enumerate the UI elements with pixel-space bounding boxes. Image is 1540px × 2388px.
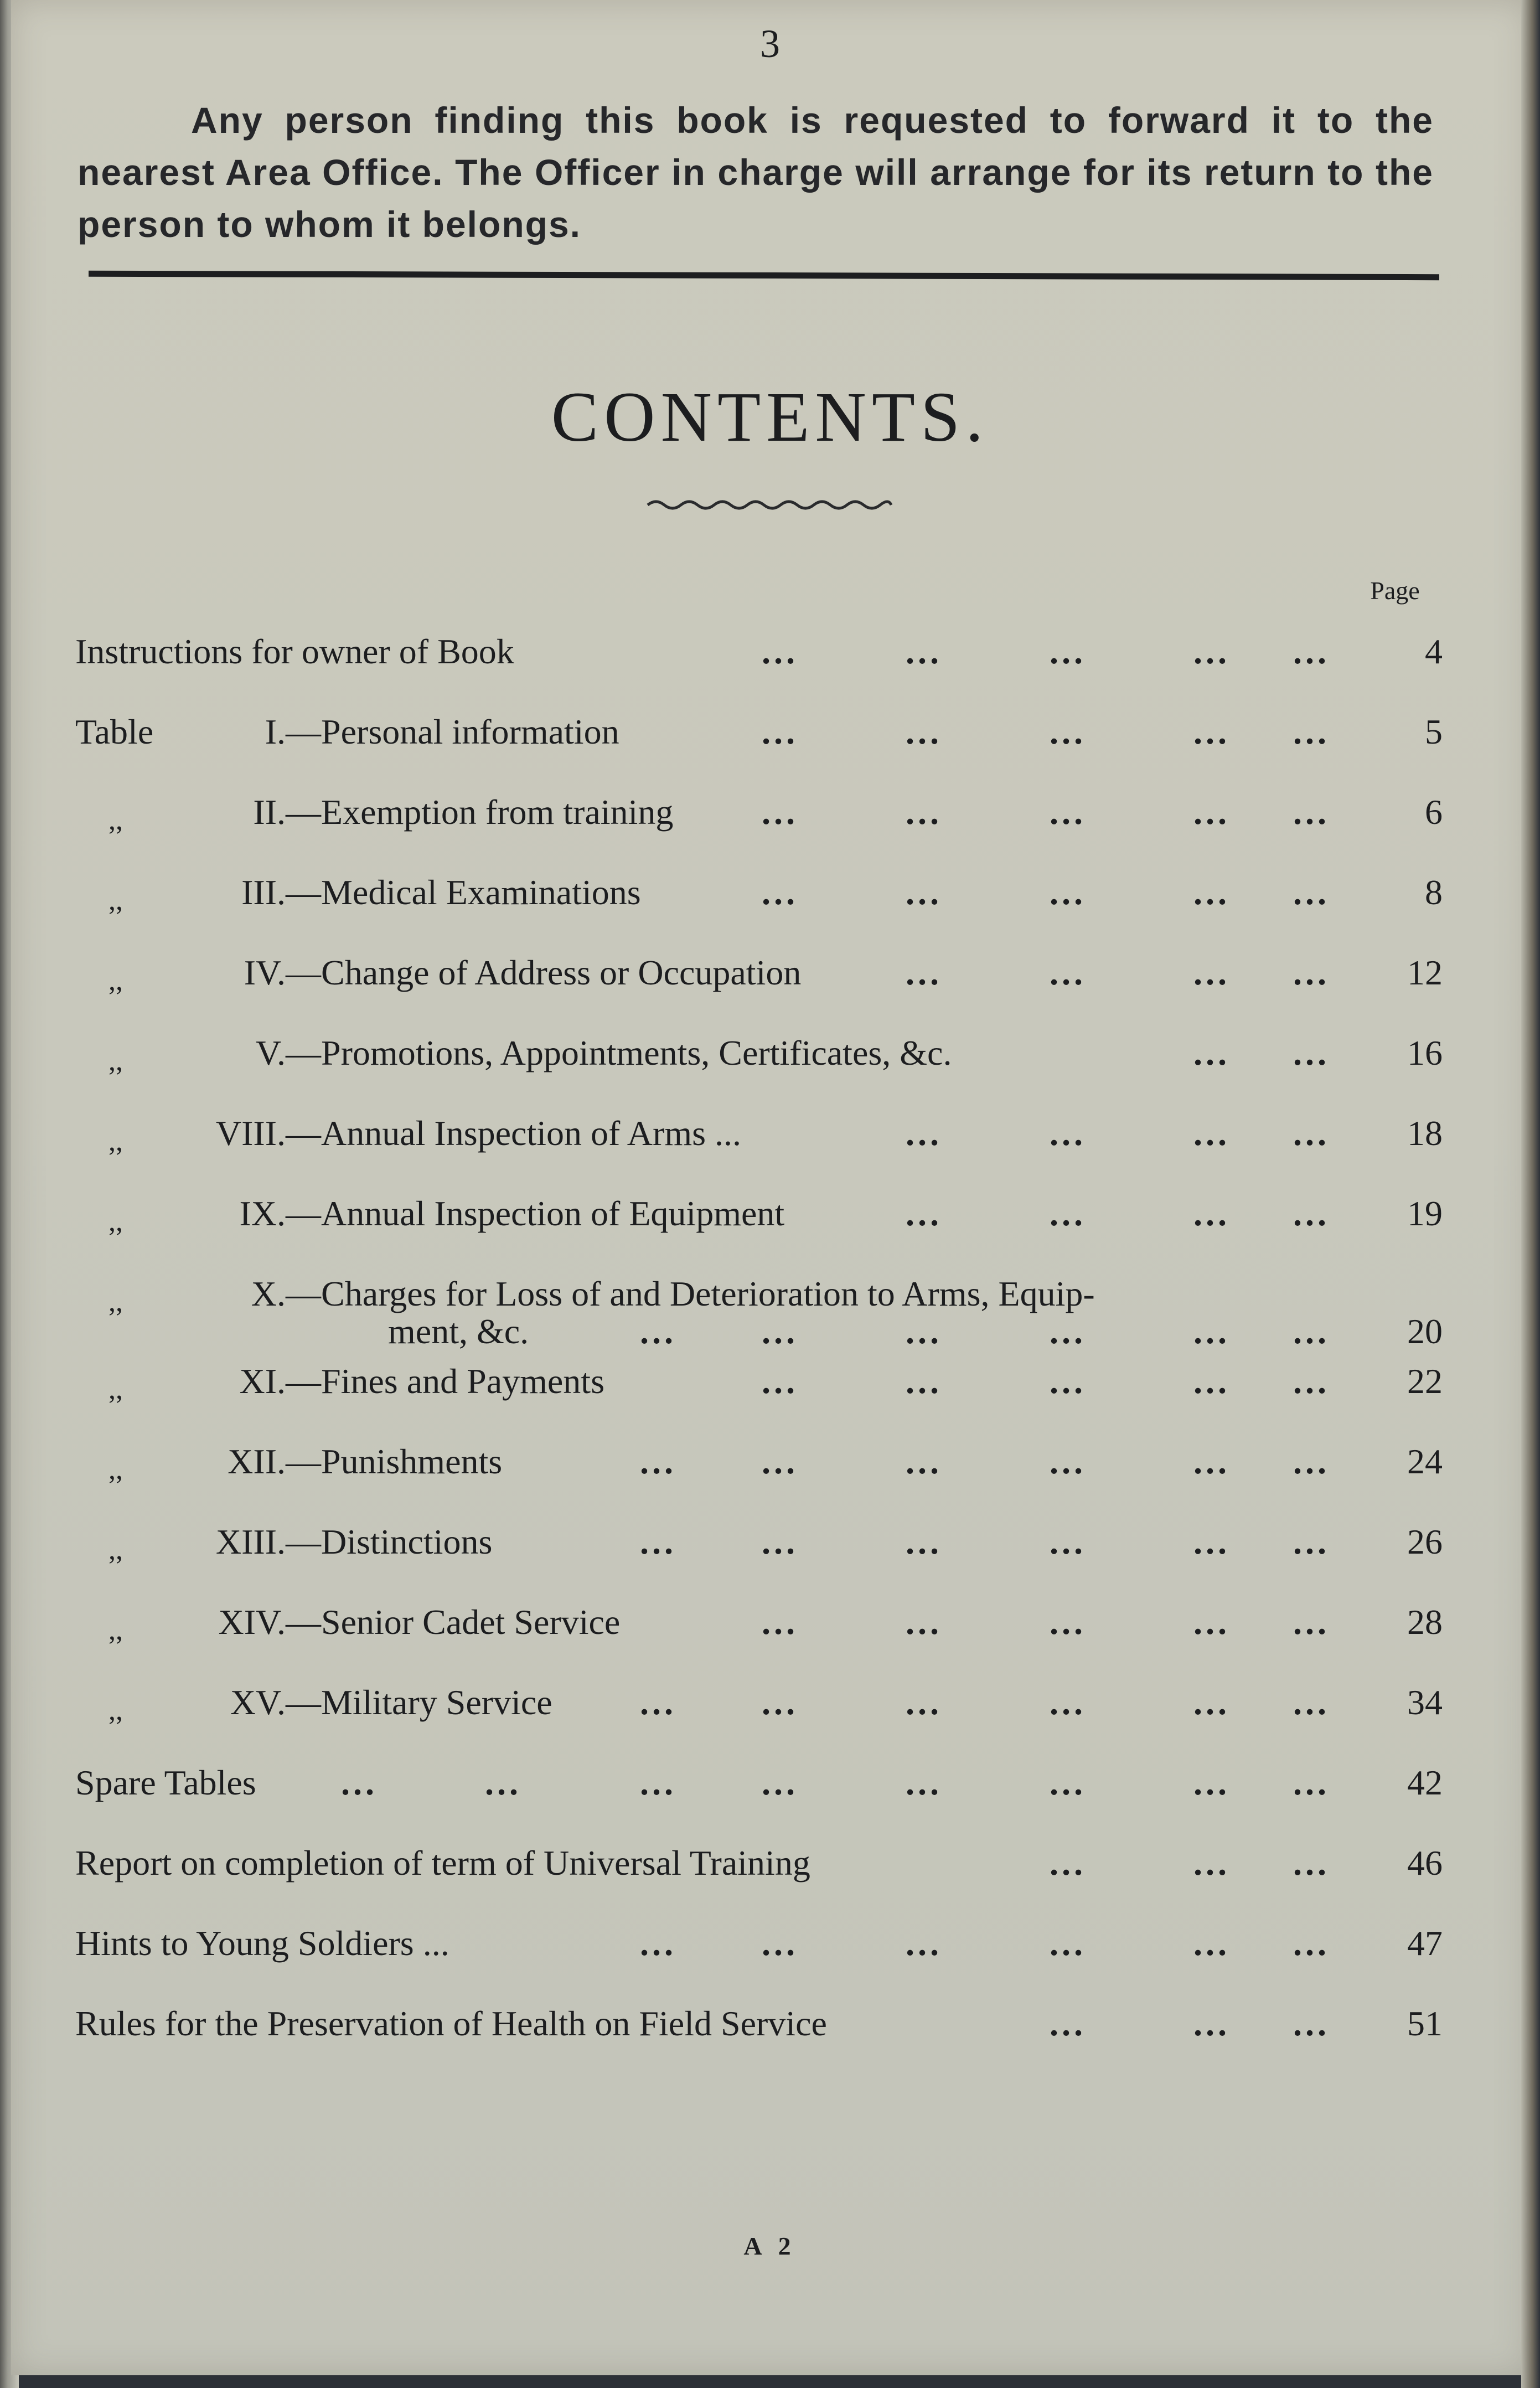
table-number: XIII. <box>215 1522 286 1561</box>
signature-mark: A 2 <box>743 2232 797 2260</box>
table-number: I. <box>265 712 286 751</box>
return-notice: Any person finding this book is requested to forward it to the nearest Area Office. The Officer in charge will arrange for its return to the person to whom it belongs. <box>77 100 1434 245</box>
ditto-mark: ,, <box>108 1695 123 1726</box>
page-ref: 51 <box>1407 2004 1443 2043</box>
contents-entry <box>75 1682 1443 1762</box>
contents-entry <box>75 1361 1443 1441</box>
leader-dots: ... ... ... <box>1050 2004 1330 2043</box>
page-ref: 5 <box>1425 712 1443 751</box>
leader-dots: ... ... ... ... <box>906 1113 1330 1153</box>
ditto-mark: ,, <box>108 885 123 916</box>
entry-title: —Fines and Payments <box>286 1361 604 1401</box>
ditto-mark: ,, <box>108 1045 123 1077</box>
leader-dots: ... ... ... ... ... <box>762 1602 1330 1642</box>
entry-title: —Senior Cadet Service <box>286 1602 621 1642</box>
entry-title: Hints to Young Soldiers ... <box>75 1923 449 1963</box>
contents-entry <box>75 711 1443 792</box>
leader-dots: ... ... ... ... ... <box>762 632 1330 671</box>
leader-dots: ... ... ... ... <box>906 953 1330 992</box>
page-ref: 26 <box>1407 1522 1443 1561</box>
contents-entry <box>75 1923 1443 2003</box>
entry-title: —Personal information <box>286 712 619 751</box>
entry-title: —Annual Inspection of Equipment <box>286 1194 785 1233</box>
table-number: IV. <box>244 953 286 992</box>
contents-entry <box>75 1113 1443 1193</box>
leader-dots: ... ... <box>1193 1033 1330 1072</box>
page-ref: 6 <box>1425 792 1443 832</box>
leader-dots: ... ... ... ... ... <box>762 1361 1330 1401</box>
contents-entry <box>75 1521 1443 1602</box>
contents-entry <box>75 952 1443 1033</box>
page-ref: 34 <box>1407 1683 1443 1722</box>
entry-title: —Change of Address or Occupation <box>286 953 802 992</box>
leader-dots: ... ... ... ... ... ... <box>640 1522 1330 1561</box>
page-ref: 12 <box>1407 953 1443 992</box>
contents-entry <box>75 631 1443 711</box>
ditto-mark: ,, <box>108 1615 123 1646</box>
leader-dots: ... ... ... ... ... ... ... ... <box>341 1763 1330 1802</box>
entry-title: —Exemption from training <box>286 792 674 832</box>
contents-entry <box>75 1441 1443 1521</box>
entry-title: —Charges for Loss of and Deterioration to Arms, Equip- <box>286 1274 1095 1313</box>
table-number: II. <box>253 792 286 832</box>
leader-dots: ... ... ... ... ... ... <box>640 1312 1330 1351</box>
page-ref: 24 <box>1407 1442 1443 1481</box>
table-number: XIV. <box>218 1602 286 1642</box>
page-ref: 16 <box>1407 1033 1443 1072</box>
ditto-mark: ,, <box>108 1286 123 1318</box>
ditto-mark: ,, <box>108 1206 123 1237</box>
ditto-mark: ,, <box>108 1374 123 1405</box>
leader-dots: ... ... ... ... ... <box>762 712 1330 751</box>
table-number: VIII. <box>215 1113 286 1153</box>
entry-title: —Annual Inspection of Arms ... <box>286 1113 741 1153</box>
contents-entry <box>75 1762 1443 1843</box>
table-number: XV. <box>230 1683 286 1722</box>
entry-title: Report on completion of term of Universal Training <box>75 1843 810 1882</box>
contents-entry <box>75 2003 1443 2083</box>
entry-title: —Promotions, Appointments, Certificates, &c. <box>286 1033 952 1072</box>
entry-title: —Punishments <box>286 1442 503 1481</box>
page-ref: 42 <box>1407 1763 1443 1802</box>
contents-title: CONTENTS. <box>551 378 989 456</box>
ditto-mark: ,, <box>108 804 123 836</box>
page-ref: 20 <box>1407 1312 1443 1351</box>
table-number: XI. <box>239 1361 286 1401</box>
leader-dots: ... ... ... ... ... ... <box>640 1923 1330 1963</box>
page-ref: 19 <box>1407 1194 1443 1233</box>
entry-title: Spare Tables <box>75 1763 256 1802</box>
entry-title: Rules for the Preservation of Health on Field Service <box>75 2004 827 2043</box>
contents-entry <box>75 1843 1443 1923</box>
leader-dots: ... ... ... ... <box>906 1194 1330 1233</box>
page-ref: 18 <box>1407 1113 1443 1153</box>
page-ref: 8 <box>1425 873 1443 912</box>
ditto-mark: ,, <box>108 965 123 997</box>
entry-title: —Medical Examinations <box>286 873 641 912</box>
page-ref: 4 <box>1425 632 1443 671</box>
contents-entry <box>75 872 1443 952</box>
wavy-ornament <box>642 493 897 515</box>
leader-dots: ... ... ... ... ... <box>762 873 1330 912</box>
contents-entry <box>75 1193 1443 1273</box>
contents-entry <box>75 1602 1443 1682</box>
table-number: X. <box>251 1274 286 1313</box>
table-number: IX. <box>239 1194 286 1233</box>
leader-dots: ... ... ... ... ... <box>762 792 1330 832</box>
page-edge <box>1521 0 1540 2388</box>
page-column-header: Page <box>1370 576 1420 605</box>
page-ref: 47 <box>1407 1923 1443 1963</box>
entry-title-continuation: ment, &c. <box>388 1312 529 1351</box>
leader-dots: ... ... ... <box>1050 1843 1330 1882</box>
entry-title: —Distinctions <box>286 1522 493 1561</box>
table-word: Table <box>75 712 154 751</box>
page-number: 3 <box>760 22 780 66</box>
ditto-mark: ,, <box>108 1454 123 1486</box>
leader-dots: ... ... ... ... ... ... <box>640 1683 1330 1722</box>
entry-title: —Military Service <box>286 1683 552 1722</box>
ditto-mark: ,, <box>108 1126 123 1157</box>
contents-entry <box>75 1273 1443 1354</box>
table-number: V. <box>256 1033 286 1072</box>
ditto-mark: ,, <box>108 1534 123 1566</box>
page-ref: 46 <box>1407 1843 1443 1882</box>
page-ref: 22 <box>1407 1361 1443 1401</box>
leader-dots: ... ... ... ... ... ... <box>640 1442 1330 1481</box>
contents-entry <box>75 1033 1443 1113</box>
table-number: XII. <box>228 1442 286 1481</box>
page-ref: 28 <box>1407 1602 1443 1642</box>
entry-title: Instructions for owner of Book <box>75 632 514 671</box>
contents-entry <box>75 792 1443 872</box>
table-number: III. <box>241 873 286 912</box>
